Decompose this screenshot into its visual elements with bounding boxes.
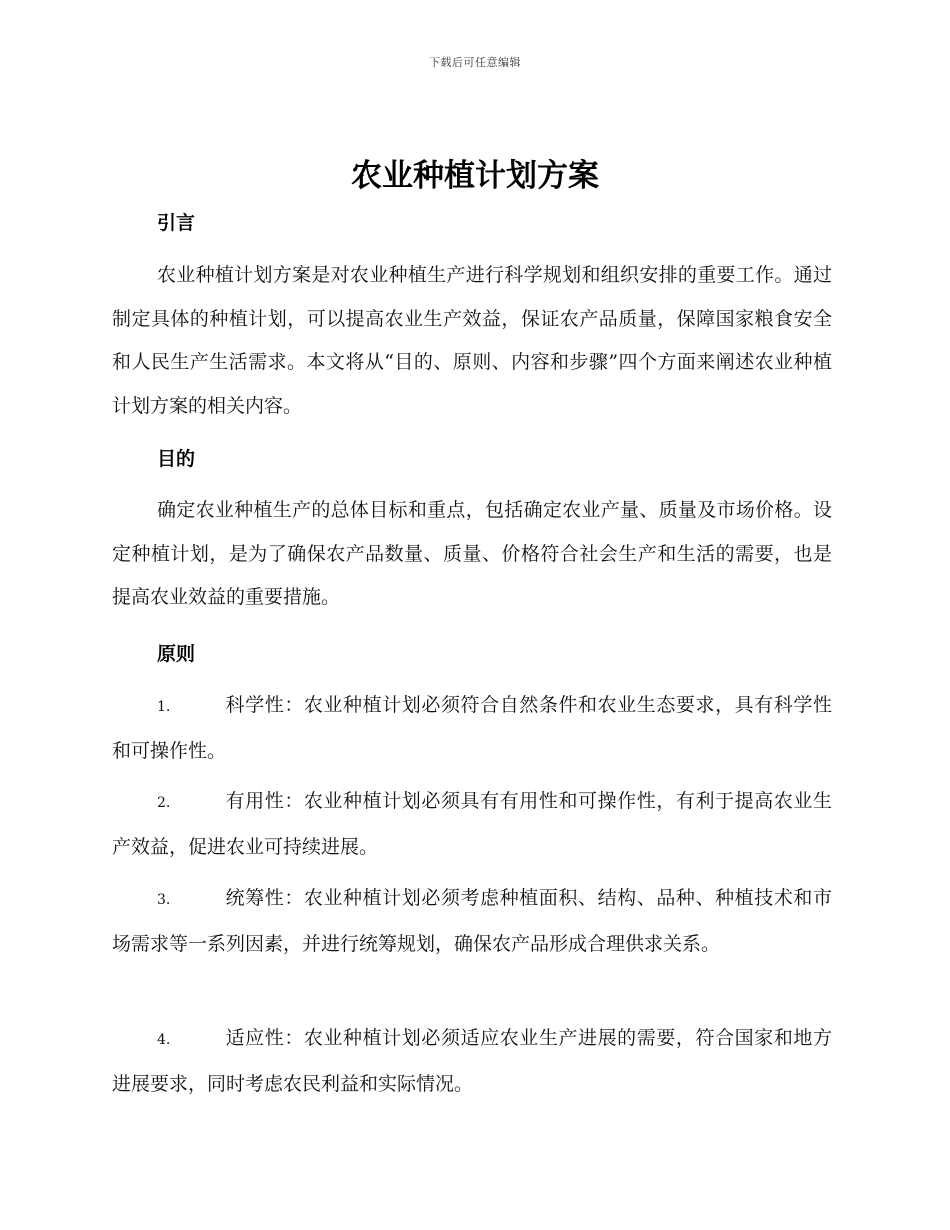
principle-item — [112, 780, 832, 869]
section-heading-intro: 引言 — [157, 212, 196, 234]
principle-item — [112, 877, 832, 966]
purpose-paragraph: 确定农业种植生产的总体目标和重点，包括确定农业产量、质量及市场价格。设定种植计划，是为了确保农产品数量、质量、价格符合社会生产和生活的需要，也是提高农业效益的重要措施。 — [112, 499, 832, 608]
principle-item-text: 统筹性：农业种植计划必须考虑种植面积、结构、品种、种植技术和市场需求等一系列因素，并进行统筹规划，确保农产品形成合理供求关系。 — [112, 887, 832, 955]
principle-item-text: 适应性：农业种植计划必须适应农业生产进展的需要，符合国家和地方进展要求，同时考虑农民利益和实际情况。 — [112, 1027, 832, 1095]
intro-paragraph: 农业种植计划方案是对农业种植生产进行科学规划和组织安排的重要工作。通过制定具体的种植计划，可以提高农业生产效益，保证农产品质量，保障国家粮食安全和人民生产生活需求。本文将从“目的、原则、内容和步骤”四个方面来阐述农业种植计划方案的相关内容。 — [112, 264, 832, 417]
header-note: 下载后可任意编辑 — [429, 56, 521, 69]
section-heading-purpose: 目的 — [157, 448, 196, 470]
principle-item — [112, 1017, 832, 1106]
principle-item-text: 科学性：农业种植计划必须符合自然条件和农业生态要求，具有科学性和可操作性。 — [112, 694, 832, 762]
section-heading-principles: 原则 — [157, 643, 196, 665]
principle-item-number: 2. — [157, 795, 171, 811]
page-title: 农业种植计划方案 — [351, 158, 599, 194]
principle-item-number: 4. — [157, 1032, 171, 1048]
principle-item-number: 3. — [157, 892, 171, 908]
principle-item — [112, 684, 832, 773]
principle-item-number: 1. — [157, 699, 171, 715]
principle-item-text: 有用性：农业种植计划必须具有有用性和可操作性，有利于提高农业生产效益，促进农业可持续进展。 — [112, 790, 832, 858]
